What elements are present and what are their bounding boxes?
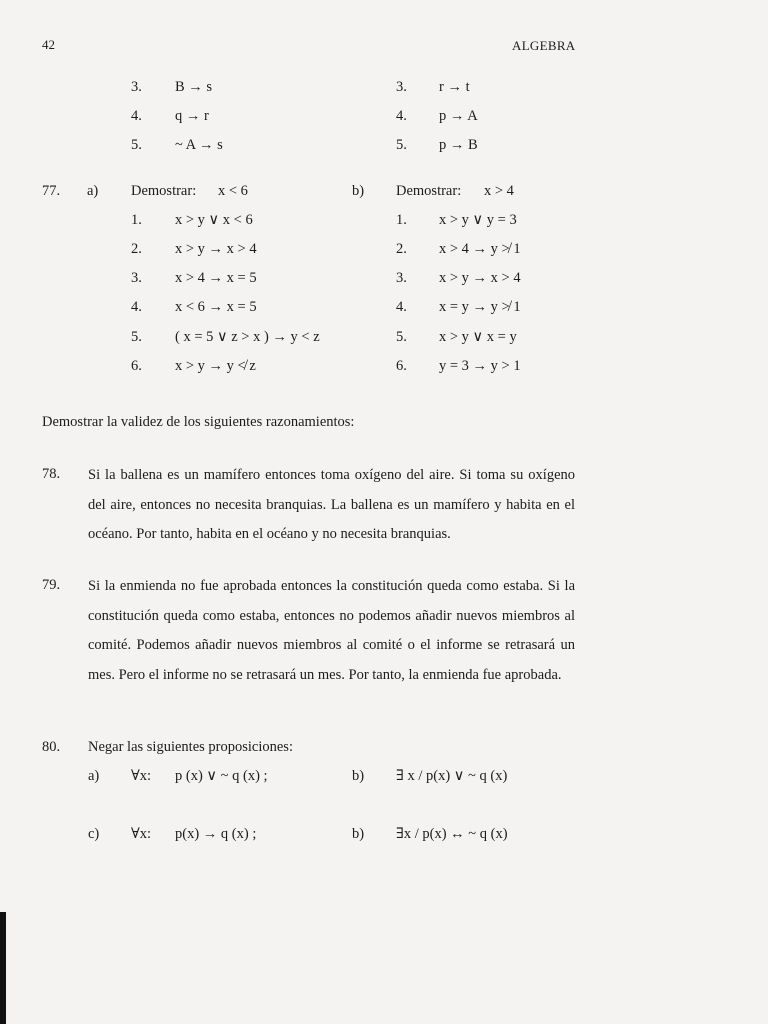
step-number: 1. xyxy=(396,212,407,228)
part-label: b) xyxy=(352,768,365,784)
step-number: 1. xyxy=(131,212,142,228)
step-number: 3. xyxy=(396,79,407,95)
step-number: 5. xyxy=(396,329,407,345)
step-expression: x > y → x > 4 xyxy=(439,270,521,286)
proposition: p (x) ∨ ~ q (x) ; xyxy=(175,768,268,784)
step-number: 3. xyxy=(131,79,142,95)
step-expression: p → B xyxy=(439,137,478,153)
step-number: 4. xyxy=(131,108,142,124)
step-number: 3. xyxy=(396,270,407,286)
part-goal: x > 4 xyxy=(484,183,514,199)
section-intro: Demostrar la validez de los siguientes razonamientos: xyxy=(42,414,355,430)
exercise-text: Si la ballena es un mamífero entonces toma oxígeno del aire. Si toma su oxígeno del aire, entonces no necesita branquias. La ballena es un mamífero y habita en el océano. Por tanto, habita en el océano y no necesita branquias. xyxy=(88,467,575,542)
step-expression: x > y → x > 4 xyxy=(175,241,257,257)
exercise-number: 79. xyxy=(42,577,61,593)
step-expression: x = y → y ≯ 1 xyxy=(439,299,521,315)
part-label: c) xyxy=(88,826,100,842)
step-expression: x > 4 → x = 5 xyxy=(175,270,257,286)
step-expression: x > y ∨ x < 6 xyxy=(175,212,253,228)
part-label: a) xyxy=(88,768,100,784)
step-expression: x < 6 → x = 5 xyxy=(175,299,257,315)
step-number: 3. xyxy=(131,270,142,286)
step-number: 4. xyxy=(396,299,407,315)
step-expression: x > y ∨ x = y xyxy=(439,329,517,345)
part-label: a) xyxy=(87,183,99,199)
page-number: 42 xyxy=(42,37,55,52)
step-expression: ( x = 5 ∨ z > x ) → y < z xyxy=(175,329,320,345)
step-number: 6. xyxy=(131,358,142,374)
step-expression: y = 3 → y > 1 xyxy=(439,358,521,374)
step-expression: x > y ∨ y = 3 xyxy=(439,212,517,228)
part-title: Demostrar: xyxy=(131,183,197,199)
exercise-number: 77. xyxy=(42,183,61,199)
part-label: b) xyxy=(352,826,365,842)
running-title: ALGEBRA xyxy=(512,38,576,53)
step-number: 6. xyxy=(396,358,407,374)
exercise-text: Si la enmienda no fue aprobada entonces la constitución queda como estaba. Si la constitución queda como estaba, entonces no podemos añadir nuevos miembros al comité. Podemos añadir nuevos miembros al comité o el informe se retrasará un mes. Pero el informe no se retrasará un mes. Por tanto, la enmienda fue aprobada. xyxy=(88,578,575,683)
step-number: 2. xyxy=(396,241,407,257)
scan-binding-edge xyxy=(0,912,6,1024)
part-label: b) xyxy=(352,183,365,199)
proposition: ∃ x / p(x) ∨ ~ q (x) xyxy=(396,768,508,784)
exercise-number: 78. xyxy=(42,466,61,482)
proposition: ∃x / p(x) ↔ ~ q (x) xyxy=(396,826,508,842)
step-expression: ~ A → s xyxy=(175,137,223,153)
step-expression: q → r xyxy=(175,108,209,124)
quantifier: ∀x: xyxy=(131,768,152,784)
step-number: 4. xyxy=(396,108,407,124)
step-expression: p → A xyxy=(439,108,478,124)
step-number: 5. xyxy=(396,137,407,153)
step-number: 4. xyxy=(131,299,142,315)
part-goal: x < 6 xyxy=(218,183,248,199)
step-number: 5. xyxy=(131,329,142,345)
step-expression: x > 4 → y ≯ 1 xyxy=(439,241,521,257)
step-expression: r → t xyxy=(439,79,470,95)
proposition: p(x) → q (x) ; xyxy=(175,826,257,842)
quantifier: ∀x: xyxy=(131,826,152,842)
exercise-title: Negar las siguientes proposiciones: xyxy=(88,739,293,755)
step-expression: B → s xyxy=(175,79,213,95)
step-number: 2. xyxy=(131,241,142,257)
part-title: Demostrar: xyxy=(396,183,462,199)
step-expression: x > y → y ≮ z xyxy=(175,358,256,374)
step-number: 5. xyxy=(131,137,142,153)
exercise-number: 80. xyxy=(42,739,61,755)
